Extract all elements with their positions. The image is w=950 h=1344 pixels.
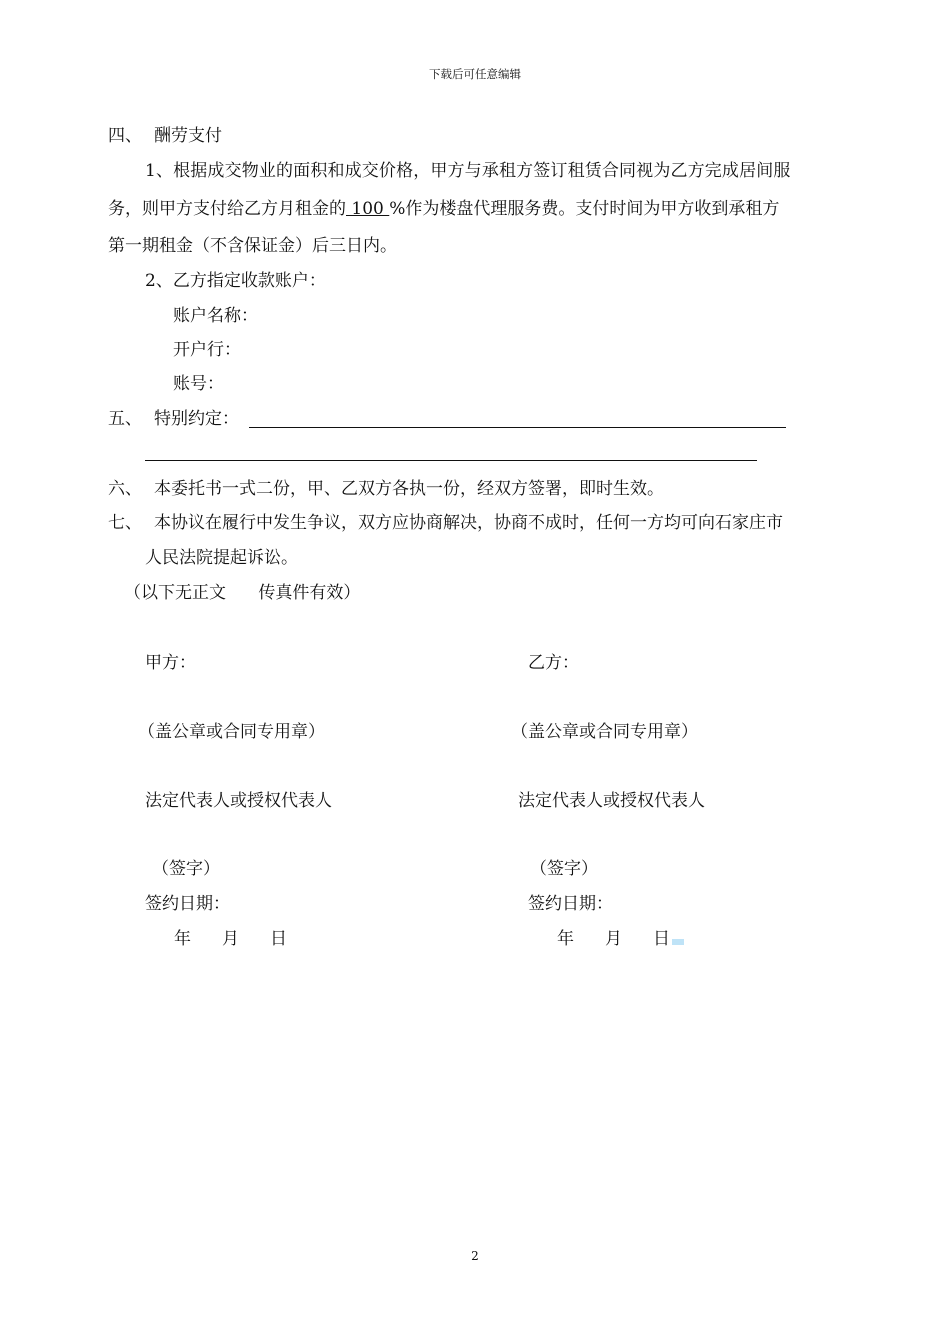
party-a-date-year: 年: [174, 929, 191, 949]
section-five-number: 五、: [108, 409, 142, 429]
party-a-seal-note: （盖公章或合同专用章）: [138, 722, 325, 742]
payment-clause-line-1: 1、根据成交物业的面积和成交价格，甲方与承租方签订租赁合同视为乙方完成居间服: [145, 161, 791, 181]
page-number: 2: [471, 1249, 479, 1263]
party-b-date-day: 日: [653, 929, 670, 949]
section-seven-line-1: 本协议在履行中发生争议，双方应协商解决，协商不成时，任何一方均可向石家庄市: [154, 513, 783, 533]
account-name-label: 账户名称：: [173, 306, 258, 326]
payment-clause-line-2-post: %作为楼盘代理服务费。支付时间为甲方收到承租方: [389, 199, 780, 219]
party-a-date-label: 签约日期：: [145, 894, 230, 914]
section-seven-line-2: 人民法院提起诉讼。: [145, 548, 298, 568]
party-b-label: 乙方：: [528, 653, 579, 673]
rent-percentage-value: 100: [346, 199, 390, 219]
payment-clause-line-2: [108, 199, 779, 219]
party-b-date-day-wrap: [653, 929, 684, 949]
closing-note: （以下无正文 传真件有效）: [124, 583, 361, 603]
section-six-text: 本委托书一式二份，甲、乙双方各执一份，经双方签署，即时生效。: [154, 479, 664, 499]
special-terms-blank-line-1: [249, 427, 786, 428]
party-a-date-day: 日: [270, 929, 287, 949]
party-a-sign-note: （签字）: [152, 859, 220, 879]
party-b-date-label: 签约日期：: [528, 894, 613, 914]
section-five-title: 特别约定：: [154, 409, 239, 429]
special-terms-blank-line-2: [145, 460, 757, 461]
account-number-label: 账号：: [173, 374, 224, 394]
text-cursor-highlight: [672, 939, 684, 945]
section-seven-number: 七、: [108, 513, 142, 533]
section-six-number: 六、: [108, 479, 142, 499]
party-b-sign-note: （签字）: [530, 859, 598, 879]
party-b-seal-note: （盖公章或合同专用章）: [511, 722, 698, 742]
bank-label: 开户行：: [173, 340, 241, 360]
party-b-date-year: 年: [557, 929, 574, 949]
party-a-representative: 法定代表人或授权代表人: [145, 791, 332, 811]
payment-clause-line-3: 第一期租金（不含保证金）后三日内。: [108, 236, 397, 256]
section-four-title: 酬劳支付: [154, 126, 222, 146]
section-four-number: 四、: [108, 126, 142, 146]
party-b-representative: 法定代表人或授权代表人: [518, 791, 705, 811]
payment-clause-line-2-pre: 务，则甲方支付给乙方月租金的: [108, 199, 346, 219]
party-a-date-month: 月: [222, 929, 239, 949]
party-b-date-month: 月: [605, 929, 622, 949]
page-header-note: 下载后可任意编辑: [429, 67, 521, 81]
payee-account-label: 2、乙方指定收款账户：: [145, 271, 326, 291]
party-a-label: 甲方：: [145, 653, 196, 673]
